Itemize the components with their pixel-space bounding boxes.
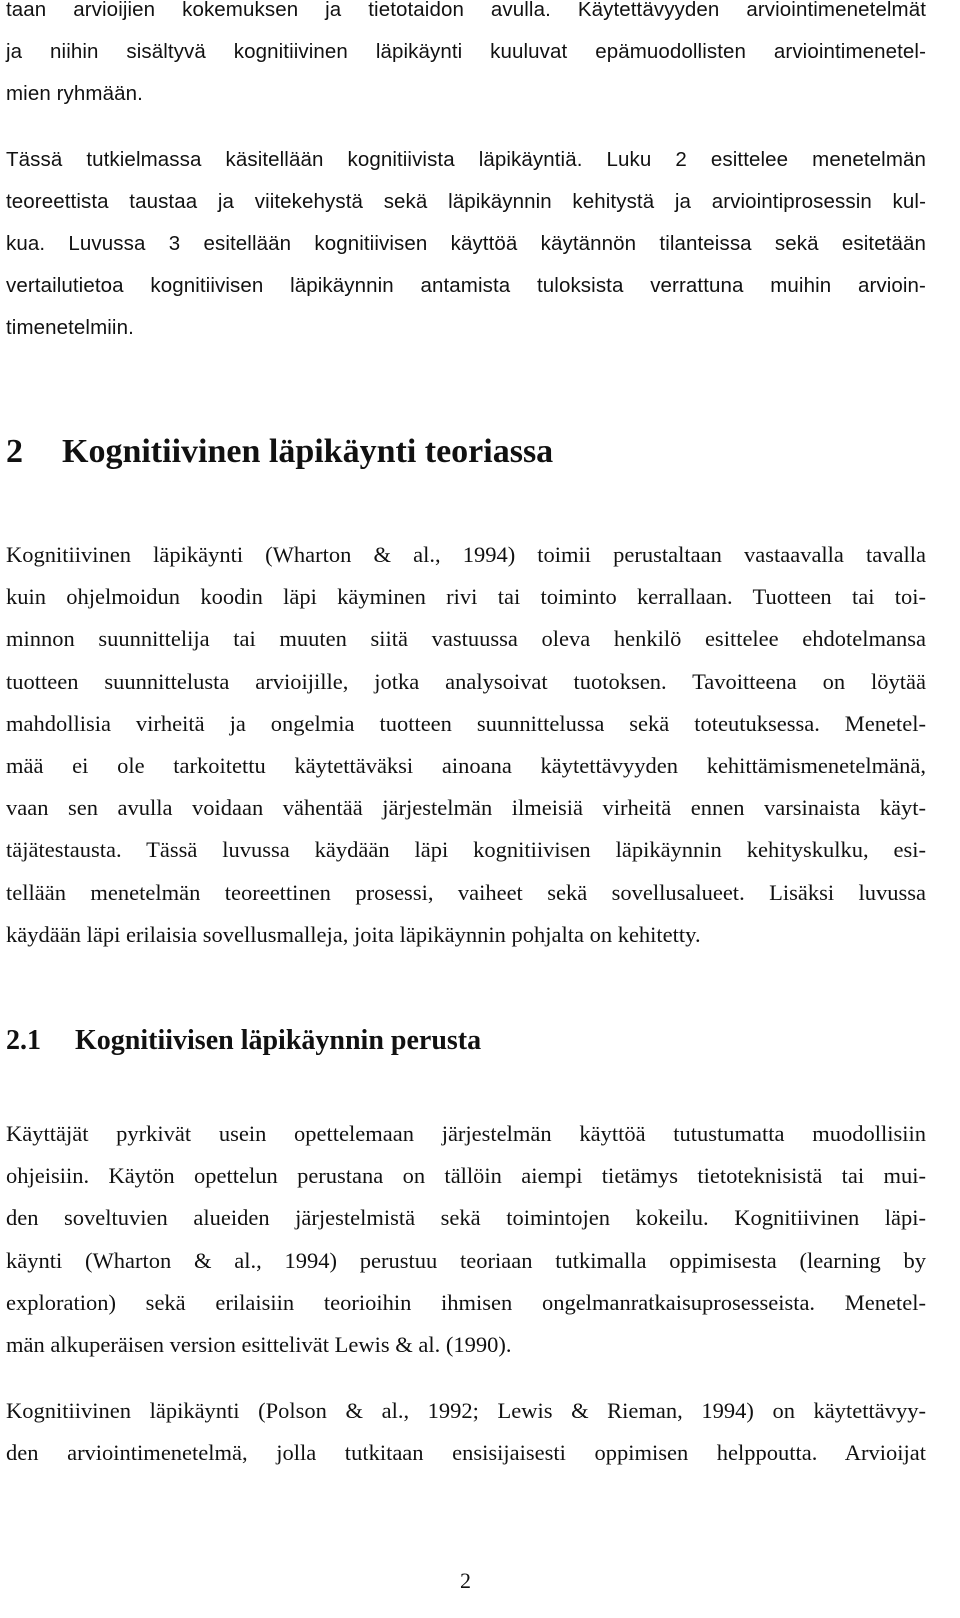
section-2-1-heading <box>6 1025 481 1057</box>
section-title: Kognitiivinen läpikäynti teoriassa <box>62 433 554 470</box>
section-number: 2 <box>6 433 23 470</box>
text-line: Käyttäjät pyrkivät usein opettelemaan järjestelmän käyttöä tutustumatta muodollisiin <box>6 1121 926 1146</box>
text-line: ohjeisiin. Käytön opettelun perustana on tällöin aiempi tietämys tietoteknisistä tai mui- <box>6 1163 926 1189</box>
page-number: 2 <box>460 1568 471 1593</box>
section-2-heading <box>6 433 553 471</box>
text-line: den soveltuvien alueiden järjestelmistä sekä toimintojen kokeilu. Kognitiivinen läpi- <box>6 1205 926 1231</box>
text-line: taan arvioijien kokemuksen ja tietotaidon avulla. Käytettävyyden arviointimenetelmät <box>6 0 926 21</box>
text-line: Kognitiivinen läpikäynti (Polson & al., 1992; Lewis & Rieman, 1994) on käytettävyy- <box>6 1398 926 1423</box>
text-line: minnon suunnittelija tai muuten siitä vastuussa oleva henkilö esittelee ehdotelmansa <box>6 626 926 652</box>
text-line: exploration) sekä erilaisiin teorioihin ihmisen ongelmanratkaisuprosesseista. Menetel- <box>6 1289 926 1315</box>
text-line: täjätestausta. Tässä luvussa käydään läpi kognitiivisen läpikäynnin kehityskulku, esi- <box>6 837 926 863</box>
text-line: timenetelmiin. <box>6 316 134 339</box>
text-line: vertailutietoa kognitiivisen läpikäynnin antamista tuloksista verrattuna muihin arvioin- <box>6 274 926 297</box>
text-line: tellään menetelmän teoreettinen prosessi, vaiheet sekä sovellusalueet. Lisäksi luvussa <box>6 879 926 905</box>
text-line: mää ei ole tarkoitettu käytettäväksi ainoana käytettävyyden kehittämismenetelmänä, <box>6 753 926 779</box>
section-title: Kognitiivisen läpikäynnin perusta <box>75 1025 482 1056</box>
text-line: vaan sen avulla voidaan vähentää järjestelmän ilmeisiä virheitä ennen varsinaista käyt- <box>6 795 926 821</box>
section-2-1-paragraph-2 <box>6 1390 926 1474</box>
text-line: teoreettista taustaa ja viitekehystä sekä läpikäynnin kehitystä ja arviointiprosessin kul- <box>6 190 926 213</box>
intro-paragraph-overview <box>6 139 926 349</box>
text-line: män alkuperäisen version esittelivät Lewis & al. (1990). <box>6 1332 512 1358</box>
section-2-1-paragraph-1 <box>6 1113 926 1366</box>
text-line: tuotteen suunnittelusta arvioijille, jotka analysoivat tuotoksen. Tavoitteena on löytää <box>6 668 926 694</box>
section-2-paragraph <box>6 534 926 956</box>
section-number: 2.1 <box>6 1025 41 1056</box>
text-line: käydään läpi erilaisia sovellusmalleja, joita läpikäynnin pohjalta on kehitetty. <box>6 921 701 947</box>
text-line: den arviointimenetelmä, jolla tutkitaan ensisijaisesti oppimisen helppoutta. Arvioijat <box>6 1440 926 1466</box>
text-line: Tässä tutkielmassa käsitellään kognitiivista läpikäyntiä. Luku 2 esittelee menetelmän <box>6 148 926 171</box>
text-line: kua. Luvussa 3 esitellään kognitiivisen käyttöä käytännön tilanteissa sekä esitetään <box>6 232 926 255</box>
text-line: mahdollisia virheitä ja ongelmia tuotteen suunnittelussa sekä toteutuksessa. Menetel- <box>6 710 926 736</box>
text-line: Kognitiivinen läpikäynti (Wharton & al., 1994) toimii perustaltaan vastaavalla tavalla <box>6 542 926 567</box>
text-line: käynti (Wharton & al., 1994) perustuu teoriaan tutkimalla oppimisesta (learning by <box>6 1247 926 1273</box>
text-line: kuin ohjelmoidun koodin läpi käyminen rivi tai toiminto kerrallaan. Tuotteen tai toi- <box>6 584 926 610</box>
text-line: mien ryhmään. <box>6 82 143 105</box>
text-line: ja niihin sisältyvä kognitiivinen läpikäynti kuuluvat epämuodollisten arviointimenetel- <box>6 40 926 63</box>
intro-paragraph-end <box>6 0 926 115</box>
